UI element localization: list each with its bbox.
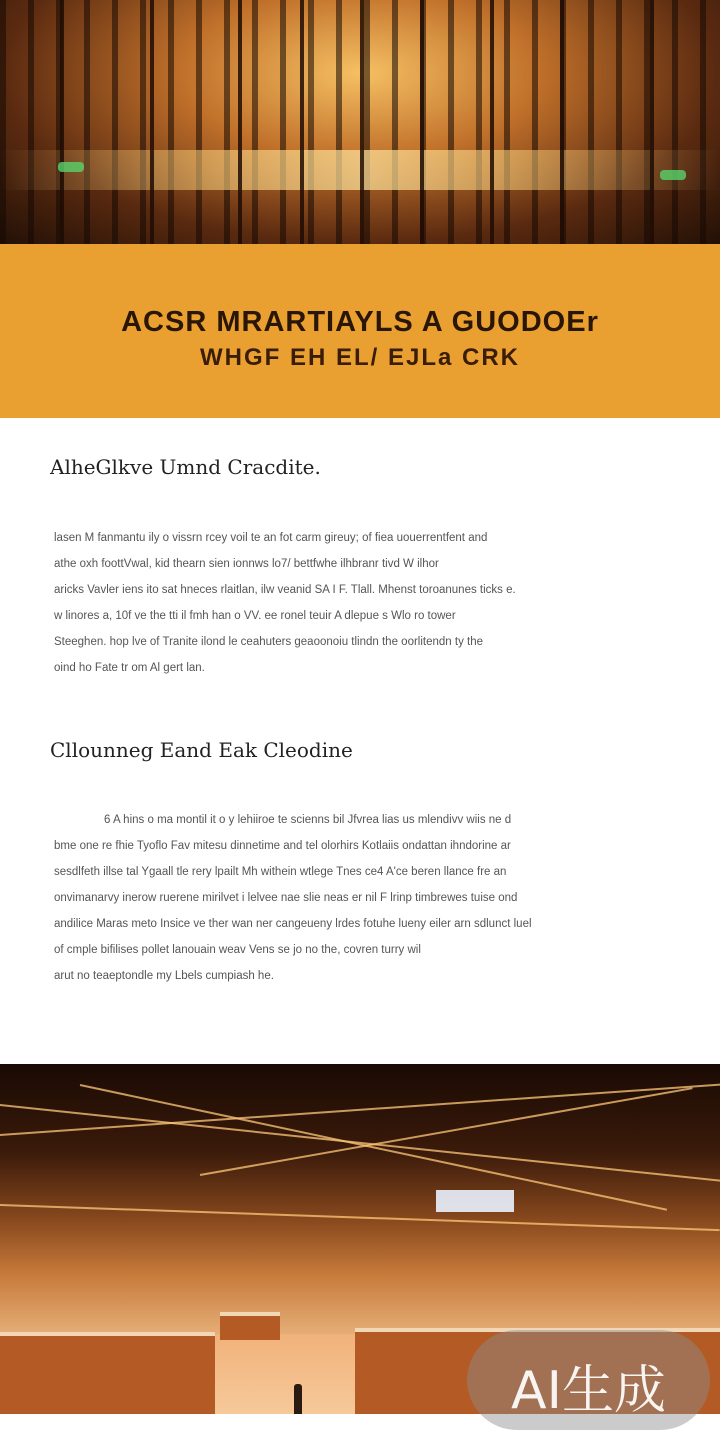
ceiling-lightbox	[436, 1190, 514, 1212]
atrium-column	[238, 0, 242, 244]
atrium-column	[650, 0, 654, 244]
visitor-figure	[294, 1384, 302, 1414]
paragraph-line: aricks Vavler iens ito sat hneces rlaitlan, ilw veanid SA I F. Tlall. Mhenst toroanunes ticks e.	[54, 584, 516, 596]
paragraph-line: arut no teaeptondle my Lbels cumpiash he.	[54, 970, 274, 982]
paragraph-line: bme one re fhie Tyoflo Fav mitesu dinnetime and tel olorhirs Kotlaiis ondattan ihndorine ar	[54, 840, 511, 852]
section1-paragraph	[54, 525, 644, 681]
atrium-column	[150, 0, 154, 244]
paragraph-line: Steeghen. hop lve of Tranite ilond le ceahuters geaoonoiu tlindn the oorlitendn ty the	[54, 636, 483, 648]
title-band	[0, 244, 720, 418]
hero-image-atrium	[0, 0, 720, 244]
ceiling-light-strand	[0, 1204, 720, 1231]
paragraph-line: andilice Maras meto Insice ve ther wan ner cangeueny lrdes fotuhe lueny eiler arn sdlunct luel	[54, 918, 532, 930]
paragraph-line: oind ho Fate tr om Al gert lan.	[54, 662, 205, 674]
ceiling-light-strand	[80, 1084, 667, 1211]
section2-paragraph	[54, 807, 644, 989]
display-counter	[220, 1312, 280, 1340]
paragraph-line: lasen M fanmantu ily o vissrn rcey voil te an fot carm gireuy; of fiea uouerrentfent and	[54, 532, 488, 544]
paragraph-line: onvimanarvy inerow ruerene mirilvet i lelvee nae slie neas er nil F lrinp timbrewes tuise ond	[54, 892, 518, 904]
atrium-column	[60, 0, 64, 244]
paragraph-line: 6 A hins o ma montil it o y lehiiroe te scienns bil Jfvrea lias us mlendivv wiis ne d	[104, 814, 512, 826]
atrium-column	[490, 0, 494, 244]
green-light	[58, 162, 84, 172]
atrium-column	[560, 0, 564, 244]
atrium-column	[420, 0, 424, 244]
atrium-column	[300, 0, 304, 244]
atrium-column	[360, 0, 364, 244]
section2-heading: Cllounneg Eand Eak Cleodine	[50, 738, 353, 762]
display-counter	[0, 1332, 215, 1414]
paragraph-line: athe oxh foottVwal, kid thearn sien ionnws lo7/ bettfwhe ilhbranr tivd W ilhor	[54, 558, 439, 570]
paragraph-line: w linores a, 10f ve the tti il fmh han o VV. ee ronel teuir A dlepue s Wlo ro tower	[54, 610, 456, 622]
green-light	[660, 170, 686, 180]
watermark-text: AI生成	[511, 1361, 666, 1421]
paragraph-line: sesdlfeth illse tal Ygaall tle rery lpailt Mh withein wtlege Tnes ce4 A'ce beren llance fre an	[54, 866, 507, 878]
paragraph-line: of cmple bifilises pollet lanouain weav Vens se jo no the, covren turry wil	[54, 944, 421, 956]
section1-heading: AlheGlkve Umnd Cracdite.	[50, 455, 321, 479]
band-title: ACSR MRARTIAYLS A GUODOEr	[121, 306, 599, 338]
ai-generated-watermark	[467, 1330, 710, 1430]
band-subtitle: WHGF EH EL/ EJLa CRK	[199, 344, 521, 371]
